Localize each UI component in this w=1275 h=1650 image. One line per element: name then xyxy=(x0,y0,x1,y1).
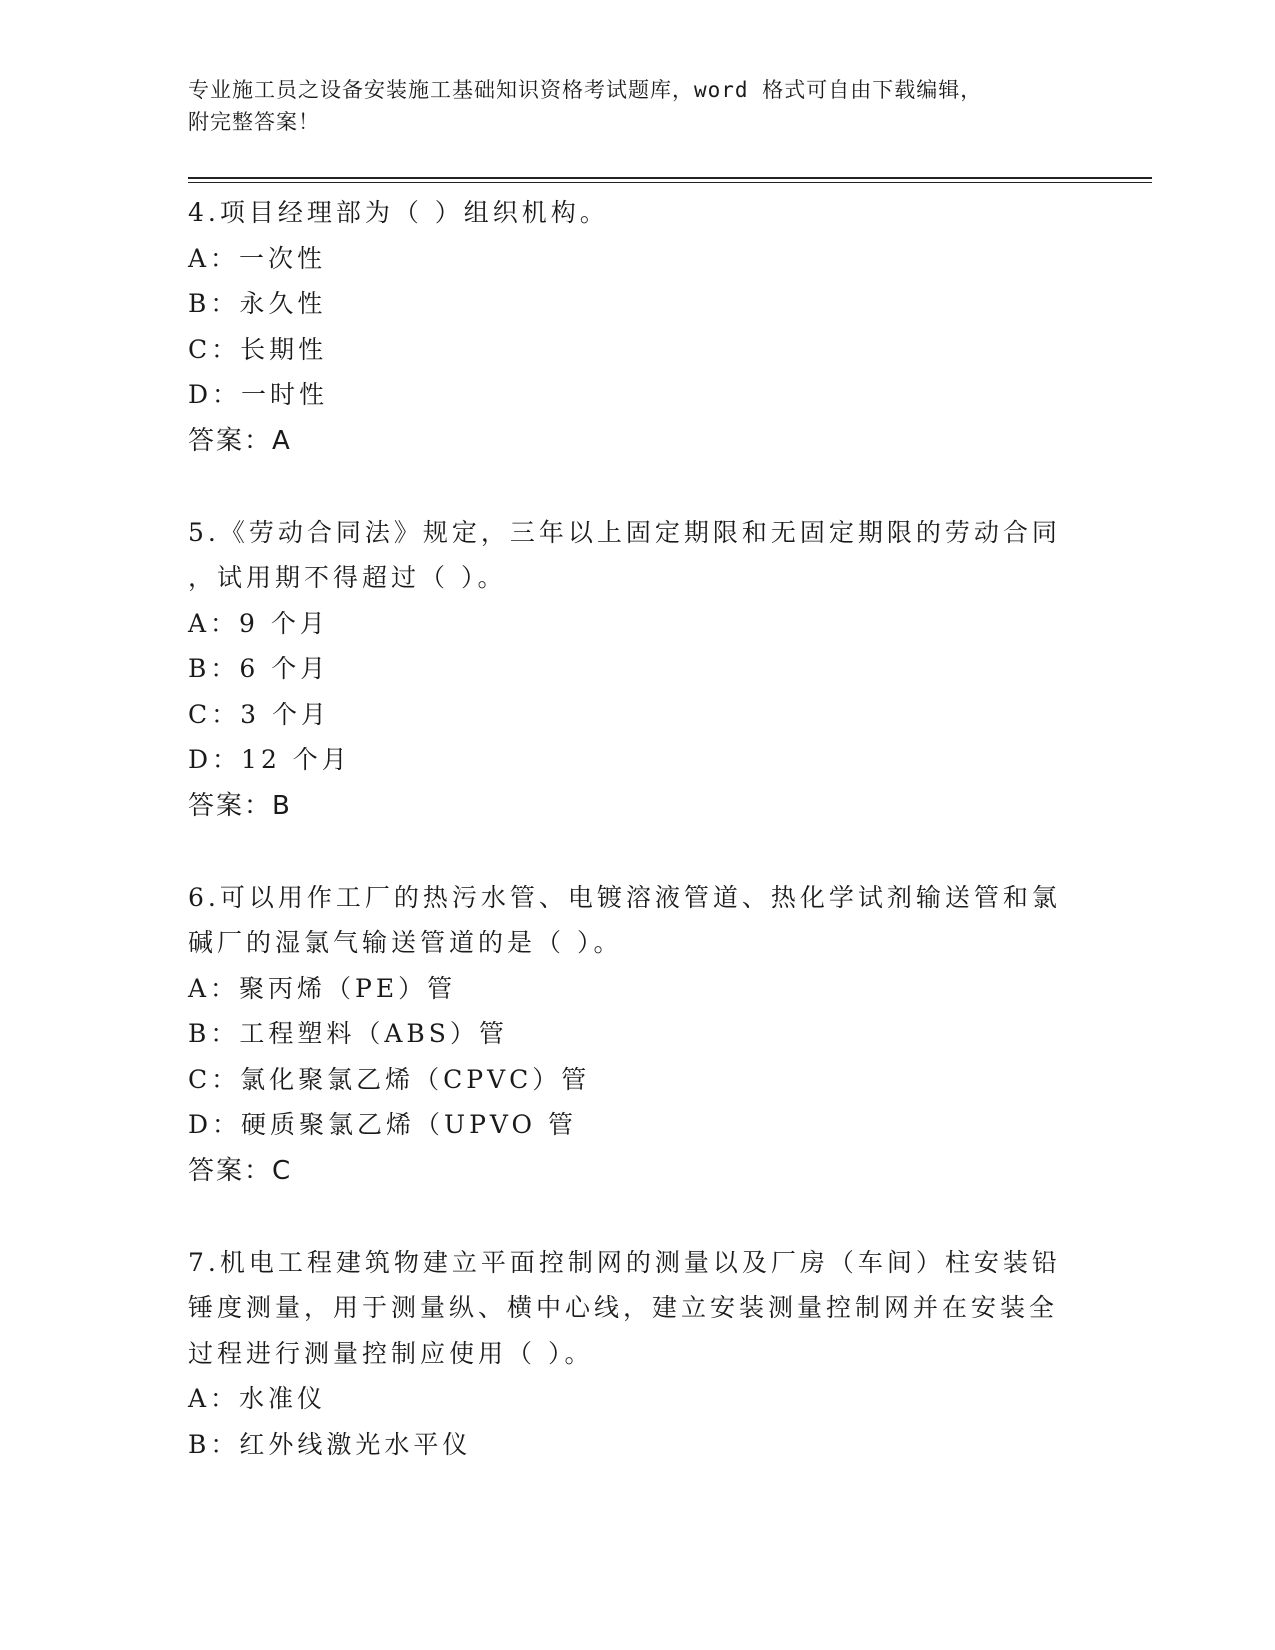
option-c: C：长期性 xyxy=(188,334,328,364)
option-d: D：12 个月 xyxy=(188,745,351,774)
question-stem-line-2: 锤度测量，用于测量纵、横中心线，建立安装测量控制网并在安装全 xyxy=(188,1293,1059,1322)
header-divider-thick xyxy=(188,177,1152,179)
option-b: B：工程塑料（ABS）管 xyxy=(188,1019,508,1048)
option-d: D：硬质聚氯乙烯（UPVO 管 xyxy=(188,1110,577,1139)
answer-line: 答案：C xyxy=(188,1155,293,1186)
question-stem-line-1: 6.可以用作工厂的热污水管、电镀溶液管道、热化学试剂输送管和氯 xyxy=(188,882,1061,912)
header-line-2: 附完整答案！ xyxy=(188,110,320,134)
option-c: C：氯化聚氯乙烯（CPVC）管 xyxy=(188,1064,591,1094)
option-c: C：3 个月 xyxy=(188,699,330,729)
question-stem: 4.项目经理部为（ ）组织机构。 xyxy=(188,198,609,227)
option-a: A：9 个月 xyxy=(188,608,329,638)
option-a: A：一次性 xyxy=(188,243,327,273)
answer-line: 答案：B xyxy=(188,790,292,821)
option-d: D：一时性 xyxy=(188,380,329,409)
option-a: A：聚丙烯（PE）管 xyxy=(188,973,457,1003)
question-4 xyxy=(188,190,1088,464)
header-line-1: 专业施工员之设备安装施工基础知识资格考试题库，word 格式可自由下载编辑， xyxy=(188,78,983,102)
option-a: A：水准仪 xyxy=(188,1384,327,1413)
question-5 xyxy=(188,510,1088,829)
option-b: B：红外线激光水平仪 xyxy=(188,1429,472,1459)
question-7 xyxy=(188,1240,1088,1468)
option-b: B：永久性 xyxy=(188,289,327,318)
document-header xyxy=(188,74,1068,138)
question-list xyxy=(188,190,1088,1513)
option-b: B：6 个月 xyxy=(188,654,330,683)
header-divider-thin xyxy=(188,182,1152,183)
question-stem-line-3: 过程进行测量控制应使用（ ）。 xyxy=(188,1338,594,1368)
question-stem-line-2: 碱厂的湿氯气输送管道的是（ ）。 xyxy=(188,928,623,957)
question-stem-line-2: ，试用期不得超过（ ）。 xyxy=(188,563,507,592)
question-stem-line-1: 5.《劳动合同法》规定，三年以上固定期限和无固定期限的劳动合同 xyxy=(188,517,1061,547)
answer-line: 答案：A xyxy=(188,425,292,456)
question-stem-line-1: 7.机电工程建筑物建立平面控制网的测量以及厂房（车间）柱安装铅 xyxy=(188,1247,1061,1277)
question-6 xyxy=(188,875,1088,1194)
